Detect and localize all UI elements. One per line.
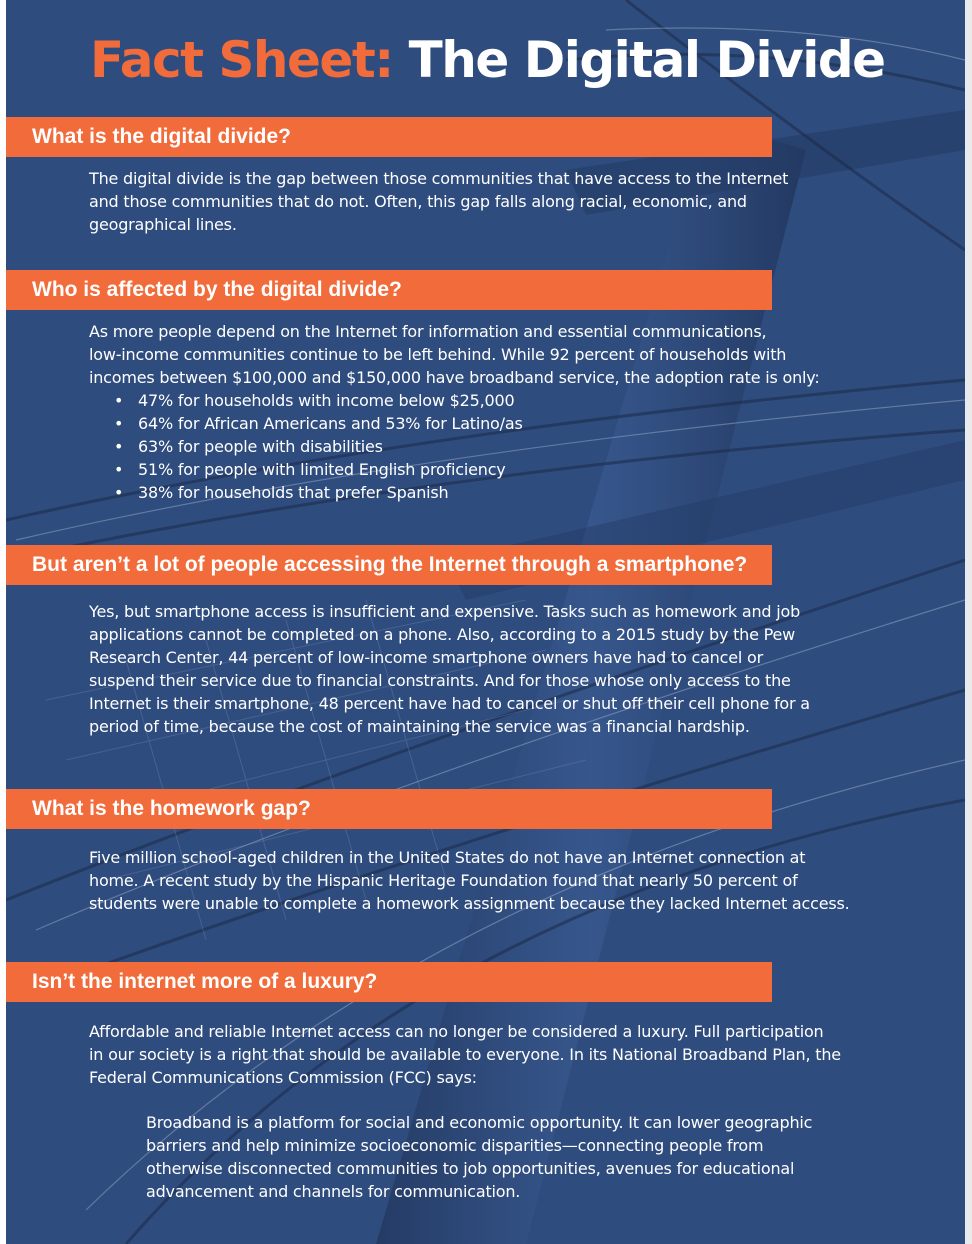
body-line: Affordable and reliable Internet access can no longer be considered a luxury. Full participation [89,1022,824,1041]
body-line: home. A recent study by the Hispanic Heritage Foundation found that nearly 50 percent of [89,871,798,890]
section-heading-who-affected: Who is affected by the digital divide? [32,278,402,301]
body-line: Five million school-aged children in the United States do not have an Internet connection at [89,848,806,867]
bullet-icon: • [114,483,124,502]
body-line: students were unable to complete a homework assignment because they lacked Internet access. [89,894,850,913]
bullet-icon: • [114,460,124,479]
body-line: low-income communities continue to be left behind. While 92 percent of households with [89,345,787,364]
title-accent: Fact Sheet: [90,31,393,89]
section-body-homework-gap [89,846,850,915]
section-body-smartphone [89,600,810,738]
quote-line: barriers and help minimize socioeconomic disparities—connecting people from [146,1136,764,1155]
section-heading-banner [6,789,772,829]
fact-sheet-page [6,0,965,1244]
section-heading-digital-divide: What is the digital divide? [32,125,292,148]
title-main: The Digital Divide [408,31,885,89]
section-heading-homework-gap: What is the homework gap? [32,797,311,820]
body-line: in our society is a right that should be available to everyone. In its National Broadband Plan, the [89,1045,841,1064]
section-heading-banner [6,962,772,1002]
section-heading-banner [6,117,772,157]
list-item [114,412,523,435]
list-item [114,481,523,504]
page-edge [965,0,972,1244]
bullet-icon: • [114,437,124,456]
body-line: suspend their service due to financial constraints. And for those whose only access to the [89,671,791,690]
body-line: As more people depend on the Internet for information and essential communications, [89,322,767,341]
body-line: and those communities that do not. Often, this gap falls along racial, economic, and [89,192,747,211]
section-body-who-affected [89,320,820,389]
body-line: The digital divide is the gap between those communities that have access to the Internet [89,169,789,188]
list-item-text: 51% for people with limited English proficiency [138,460,506,479]
section-heading-banner [6,545,772,585]
list-item [114,389,523,412]
list-item [114,435,523,458]
body-line: Federal Communications Commission (FCC) says: [89,1068,477,1087]
adoption-rate-list [114,389,523,504]
section-heading-luxury: Isn’t the internet more of a luxury? [32,970,378,993]
section-body-digital-divide [89,167,788,236]
section-heading-banner [6,270,772,310]
section-body-luxury [89,1020,841,1089]
bullet-icon: • [114,414,124,433]
fcc-quote [146,1111,812,1203]
quote-line: otherwise disconnected communities to job opportunities, avenues for educational [146,1159,795,1178]
body-line: Research Center, 44 percent of low-income smartphone owners have had to cancel or [89,648,763,667]
body-line: period of time, because the cost of maintaining the service was a financial hardship. [89,717,750,736]
list-item-text: 63% for people with disabilities [138,437,383,456]
bullet-icon: • [114,391,124,410]
page-title [90,26,885,94]
list-item-text: 64% for African Americans and 53% for Latino/as [138,414,523,433]
list-item [114,458,523,481]
body-line: applications cannot be completed on a phone. Also, according to a 2015 study by the Pew [89,625,796,644]
body-line: Internet is their smartphone, 48 percent have had to cancel or shut off their cell phone for a [89,694,810,713]
section-heading-smartphone: But aren’t a lot of people accessing the Internet through a smartphone? [32,553,748,576]
body-line: geographical lines. [89,215,237,234]
list-item-text: 38% for households that prefer Spanish [138,483,449,502]
body-line: incomes between $100,000 and $150,000 have broadband service, the adoption rate is only: [89,368,820,387]
quote-line: Broadband is a platform for social and economic opportunity. It can lower geographic [146,1113,813,1132]
list-item-text: 47% for households with income below $25,000 [138,391,515,410]
quote-line: advancement and channels for communication. [146,1182,521,1201]
body-line: Yes, but smartphone access is insufficient and expensive. Tasks such as homework and job [89,602,801,621]
